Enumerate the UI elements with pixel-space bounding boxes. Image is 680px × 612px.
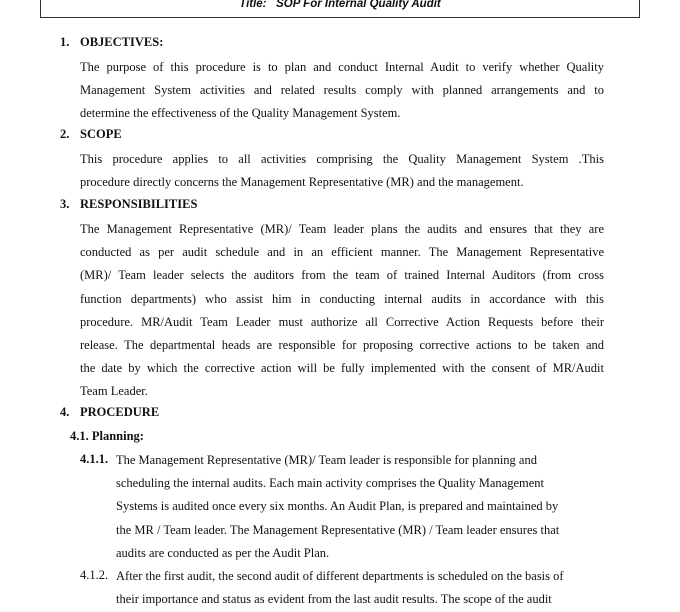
section-title: RESPONSIBILITIES bbox=[80, 197, 198, 211]
document-title bbox=[41, 0, 639, 10]
section-number: 1. bbox=[60, 35, 70, 49]
subsection-heading-planning bbox=[70, 429, 144, 444]
title-label: Title: bbox=[239, 0, 267, 10]
section-body-objectives bbox=[80, 56, 604, 126]
text-line: The Management Representative (MR)/ Team leader plans the audits and ensures that they are bbox=[80, 222, 604, 236]
item-body-4-1-1 bbox=[116, 449, 596, 565]
section-heading-responsibilities bbox=[60, 197, 197, 212]
item-body-4-1-2 bbox=[116, 565, 596, 611]
section-heading-scope bbox=[60, 127, 122, 142]
section-title: OBJECTIVES: bbox=[80, 35, 164, 49]
text-line: procedure. MR/Audit Team Leader must authorize all Corrective Action Requests before their bbox=[80, 314, 604, 329]
text-line: scheduling the internal audits. Each main activity comprises the Quality Management bbox=[116, 476, 545, 491]
section-heading-objectives bbox=[60, 35, 163, 50]
text-line: After the first audit, the second audit of different departments is scheduled on the basis of bbox=[116, 569, 564, 583]
text-line: determine the effectiveness of the Quality Management System. bbox=[80, 106, 401, 121]
subsection-title: Planning: bbox=[91, 429, 144, 443]
text-line: the MR / Team leader. The Management Representative (MR) / Team leader ensures that bbox=[116, 522, 560, 537]
section-title: SCOPE bbox=[80, 127, 122, 141]
section-body-scope bbox=[80, 148, 604, 194]
item-number: 4.1.2. bbox=[80, 568, 109, 582]
section-title: PROCEDURE bbox=[80, 405, 160, 419]
section-body-responsibilities bbox=[80, 218, 604, 404]
text-line: The Management Representative (MR)/ Team leader is responsible for planning and bbox=[116, 453, 537, 467]
section-heading-procedure bbox=[60, 405, 159, 420]
text-line: conducted as per audit schedule and in an efficient manner. The Management Representative bbox=[80, 245, 604, 260]
text-line: their importance and status as evident from the last audit results. The scope of the audit bbox=[116, 592, 552, 607]
text-line: the date by which the corrective action will be fully implemented with the consent of MR/Audit bbox=[80, 361, 604, 376]
title-box bbox=[40, 0, 640, 18]
title-value: SOP For Internal Quality Audit bbox=[276, 0, 441, 10]
section-number: 4. bbox=[60, 405, 70, 419]
section-number: 3. bbox=[60, 197, 70, 211]
text-line: The purpose of this procedure is to plan and conduct Internal Audit to verify whether Quality bbox=[80, 60, 604, 74]
text-line: Management System activities and related results comply with planned arrangements and to bbox=[80, 83, 604, 98]
subsection-number: 4.1. bbox=[70, 429, 89, 443]
text-line: Systems is audited once every six months. An Audit Plan, is prepared and maintained by bbox=[116, 499, 559, 514]
text-line: procedure directly concerns the Management Representative (MR) and the management. bbox=[80, 175, 524, 190]
text-line: This procedure applies to all activities comprising the Quality Management System .This bbox=[80, 152, 604, 166]
text-line: function departments) who assist him in conducting internal audits in accordance with this bbox=[80, 291, 604, 306]
text-line: (MR)/ Team leader selects the auditors from the team of trained Internal Auditors (from cross bbox=[80, 268, 604, 283]
text-line: release. The departmental heads are responsible for proposing corrective actions to be taken and bbox=[80, 337, 604, 352]
text-line: Team Leader. bbox=[80, 384, 148, 399]
text-line: audits are conducted as per the Audit Plan. bbox=[116, 545, 330, 560]
item-number: 4.1.1. bbox=[80, 452, 109, 466]
section-number: 2. bbox=[60, 127, 70, 141]
